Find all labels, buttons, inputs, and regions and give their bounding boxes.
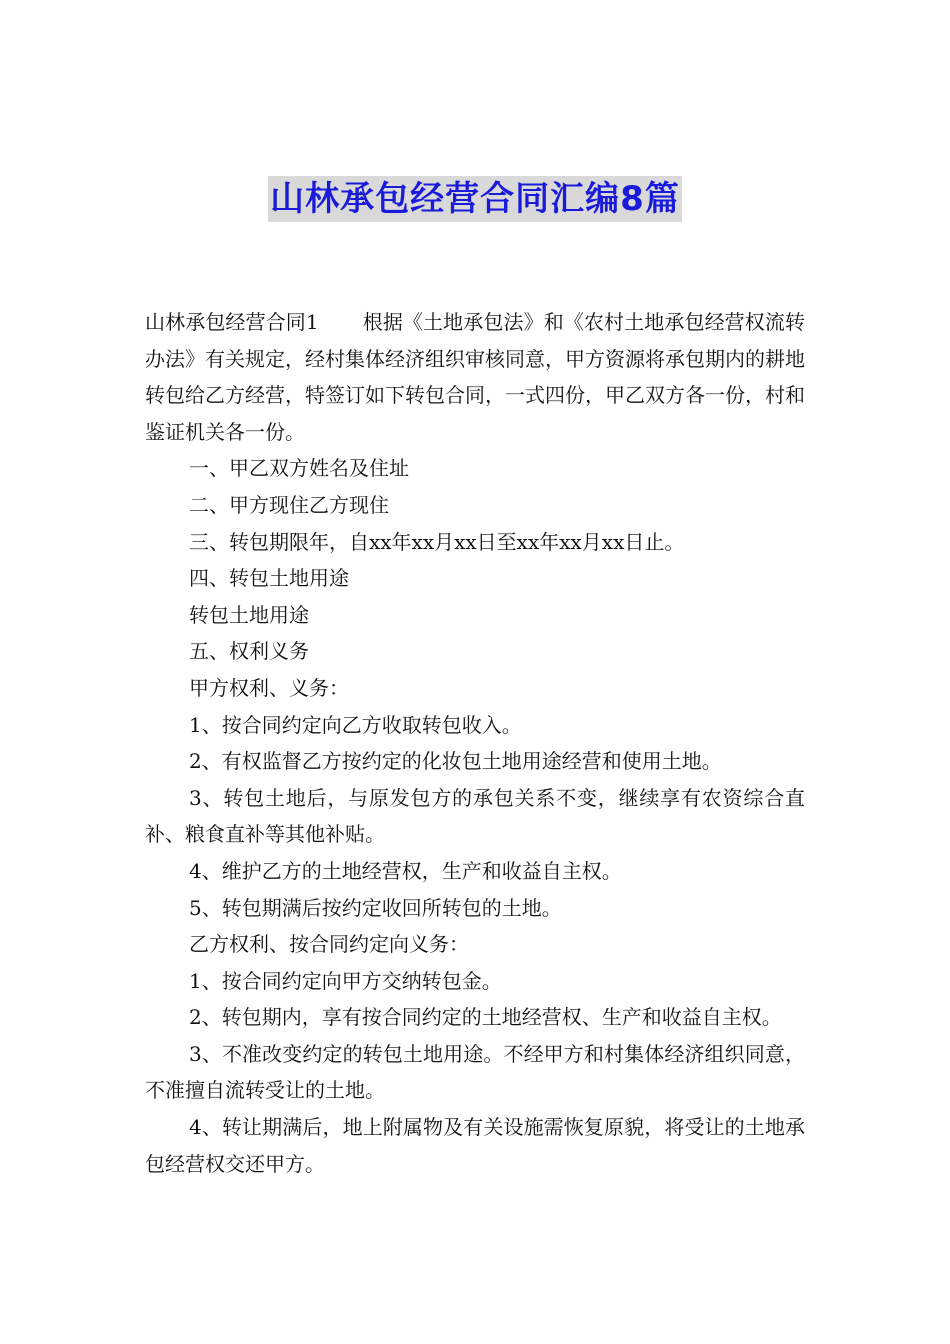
paragraph: 三、转包期限年，自xx年xx月xx日至xx年xx月xx日止。 <box>189 529 685 554</box>
paragraph: 4、转让期满后，地上附属物及有关设施需恢复原貌，将受让的土地承包经营权交还甲方。 <box>145 1115 805 1176</box>
paragraph: 4、维护乙方的土地经营权，生产和收益自主权。 <box>189 858 622 883</box>
document-title: 山林承包经营合同汇编8篇 <box>268 176 682 222</box>
document-body <box>145 304 805 1182</box>
paragraph: 五、权利义务 <box>189 639 309 664</box>
paragraph: 甲方权利、义务： <box>189 675 349 700</box>
paragraph: 二、甲方现住乙方现住 <box>189 492 389 517</box>
paragraph: 一、甲乙双方姓名及住址 <box>189 456 409 481</box>
paragraph: 转包土地用途 <box>189 602 309 627</box>
paragraph: 5、转包期满后按约定收回所转包的土地。 <box>189 895 562 920</box>
paragraph: 2、有权监督乙方按约定的化妆包土地用途经营和使用土地。 <box>189 749 722 774</box>
paragraph: 1、按合同约定向乙方收取转包收入。 <box>189 712 522 737</box>
paragraph: 1、按合同约定向甲方交纳转包金。 <box>189 968 502 993</box>
intro-label: 山林承包经营合同1 <box>145 310 319 334</box>
intro-text: 根据《土地承包法》和《农村土地承包经营权流转办法》有关规定，经村集体经济组织审核同意，甲方资源将承包期内的耕地转包给乙方经营，特签订如下转包合同，一式四份，甲乙双方各一份，村和鉴证机关各一份。 <box>145 310 806 444</box>
paragraph: 3、转包土地后，与原发包方的承包关系不变，继续享有农资综合直补、粮食直补等其他补贴。 <box>145 785 805 847</box>
paragraph: 3、不准改变约定的转包土地用途。不经甲方和村集体经济组织同意，不准擅自流转受让的土地。 <box>145 1041 805 1103</box>
paragraph: 乙方权利、按合同约定向义务： <box>189 932 469 957</box>
paragraph: 四、转包土地用途 <box>189 566 349 591</box>
paragraph: 2、转包期内，享有按合同约定的土地经营权、生产和收益自主权。 <box>189 1005 782 1030</box>
title-container <box>0 176 950 222</box>
intro-paragraph <box>145 304 805 450</box>
